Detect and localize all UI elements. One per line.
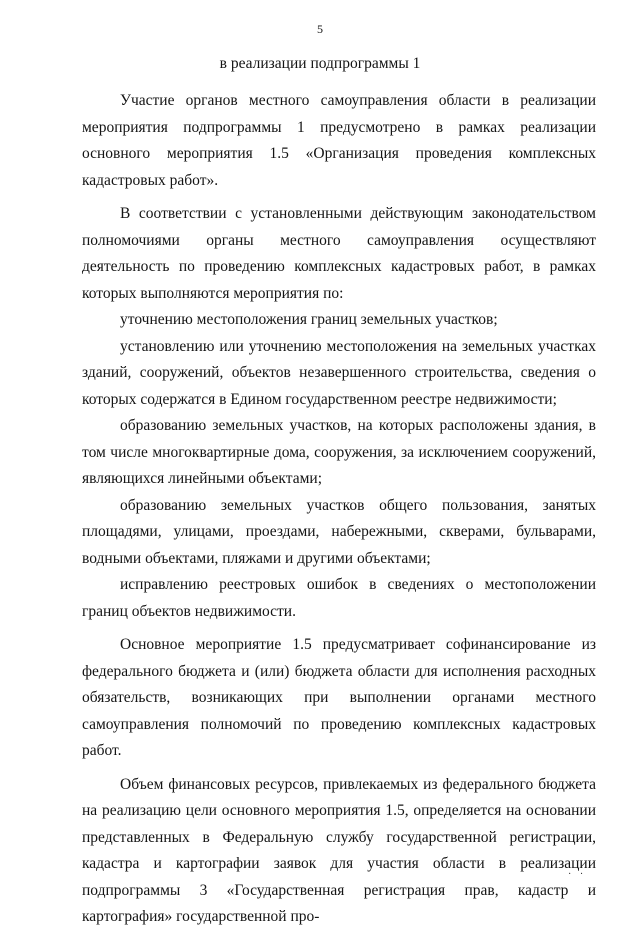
paragraph-participation: Участие органов местного самоуправления области в реализации мероприятия подпрограммы 1 предусмотрено в рамках реализации основного мероприятия 1.5 «Организация проведения комплексных кадастровых работ». — [82, 92, 596, 189]
list-item-buildings-location: установлению или уточнению местоположения на земельных участках зданий, сооружений, объектов незавершенного строительства, сведения о которых содержатся в Едином государственном реестре недвижимости; — [82, 337, 596, 408]
body-text — [82, 88, 596, 931]
list-item-public-land: образованию земельных участков общего пользования, занятых площадями, улицами, проездами, набережными, скверами, бульварами, водными объектами, пляжами и другими объектами; — [82, 496, 596, 567]
page-number: 5 — [317, 22, 323, 36]
list-item-registry-errors: исправлению реестровых ошибок в сведениях о местоположении границ объектов недвижимости. — [82, 576, 596, 620]
paragraph-cofinancing: Основное мероприятие 1.5 предусматривает софинансирование из федерального бюджета и (или) бюджета области для исполнения расходных обязательств, возникающих при выполнении органами местного самоуправления полномочий по проведению комплексных кадастровых работ. — [82, 636, 596, 759]
paragraph-powers: В соответствии с установленными действующим законодательством полномочиями органы местного самоуправления осуществляют деятельность по проведению комплексных кадастровых работ, в рамках которых выполняются мероприятия по: — [82, 205, 596, 302]
paragraph-financial-resources: Объем финансовых ресурсов, привлекаемых из федерального бюджета на реализацию цели основного мероприятия 1.5, определяется на основании представленных в Федеральную службу государственной регистрации, кадастра и картографии заявок для участия области в реализации подпрограммы 3 «Государственная регистрация прав, кадастр и картография» государственной про- — [82, 775, 596, 925]
list-item-land-under-buildings: образованию земельных участков, на которых расположены здания, в том числе многоквартирные дома, сооружения, за исключением сооружений, являющихся линейными объектами; — [82, 417, 596, 487]
section-heading: в реализации подпрограммы 1 — [219, 55, 421, 72]
list-item-boundaries: уточнению местоположения границ земельных участков; — [120, 311, 498, 328]
scan-mark: · · — [568, 869, 587, 880]
